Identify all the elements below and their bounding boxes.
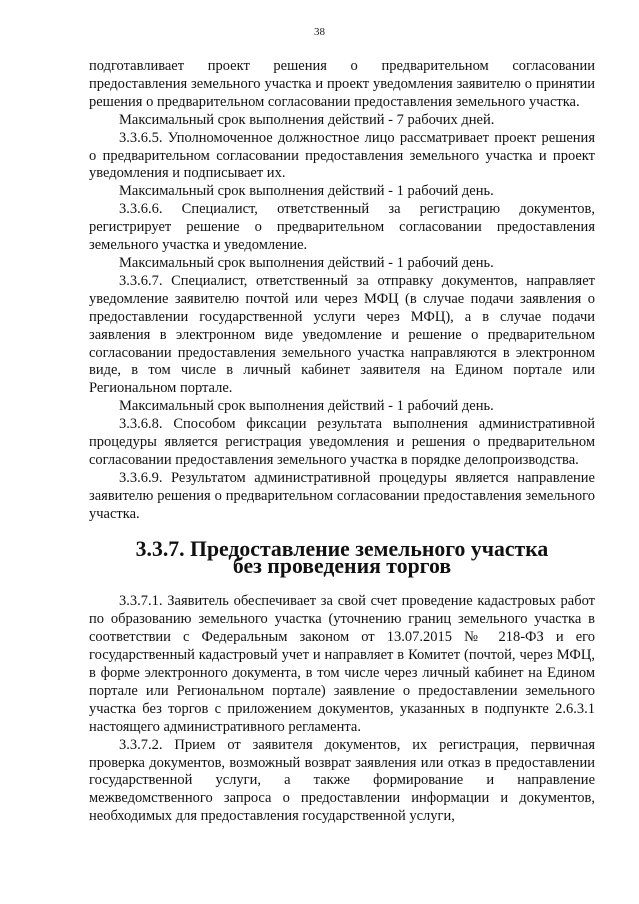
paragraph: Максимальный срок выполнения действий - 7 рабочих дней. [119,111,495,128]
paragraph: 3.3.7.2. Прием от заявителя документов, их регистрация, первичная проверка документов, возможный возврат заявления или отказ в предоставлении государственной услуги, а также формирование и направление межведомственного запроса о предоставлении информации и документов, необходимых для предоставления государственной услуги, [89,736,595,825]
paragraph: подготавливает проект решения о предварительном согласовании предоставления земельного участка и проект уведомления заявителю о принятии решения о предварительном согласовании предоставления земельного участка. [89,58,595,110]
section-heading-line-1: 3.3.7. Предоставление земельного участка [135,536,549,561]
paragraphs-before [89,58,595,524]
paragraph: 3.3.6.6. Специалист, ответственный за регистрацию документов, регистрирует решение о предварительном согласовании предоставления земельного участка и уведомление. [89,201,595,254]
section-heading [89,524,595,594]
paragraph: Максимальный срок выполнения действий - 1 рабочий день. [119,398,494,415]
paragraph: 3.3.6.7. Специалист, ответственный за отправку документов, направляет уведомление заявителю почтой или через МФЦ (в случае подачи заявления о предоставлении государственной услуги через МФЦ), а в случае подачи заявления в электронном виде уведомление и решение о предварительном согласовании предоставления земельного участка направляются в электронном виде, в том числе в личный кабинет заявителя на Едином портале или Региональном портале. [89,272,595,397]
paragraph: 3.3.6.9. Результатом административной процедуры является направление заявителю решения о предварительном согласовании предоставления земельного участка. [89,469,595,522]
paragraph: Максимальный срок выполнения действий - 1 рабочий день. [119,183,494,200]
paragraph: 3.3.7.1. Заявитель обеспечивает за свой счет проведение кадастровых работ по образованию земельного участка (уточнению границ земельного участка в соответствии с Федеральным законом от 13.07.2015 № 218-ФЗ и его государственный кадастровый учет и направляет в Комитет (почтой, через МФЦ, в форме электронного документа, в том числе через личный кабинет на Едином портале или Региональном портале) заявление о предоставлении земельного участка без торгов с приложением документов, указанных в подпункте 2.6.3.1 настоящего административного регламента. [89,593,595,735]
paragraph: 3.3.6.5. Уполномоченное должностное лицо рассматривает проект решения о предварительном согласовании предоставления земельного участка и проект уведомления и подписывает их. [89,129,595,182]
paragraph: Максимальный срок выполнения действий - 1 рабочий день. [119,254,494,271]
paragraphs-after [89,593,595,826]
page-content [89,58,595,826]
paragraph: 3.3.6.8. Способом фиксации результата выполнения административной процедуры является регистрация уведомления и решения о предварительном согласовании предоставления земельного участка в порядке делопроизводства. [89,416,595,468]
section-heading-line-2: без проведения торгов [232,554,452,579]
page-number: 38 [314,26,325,38]
